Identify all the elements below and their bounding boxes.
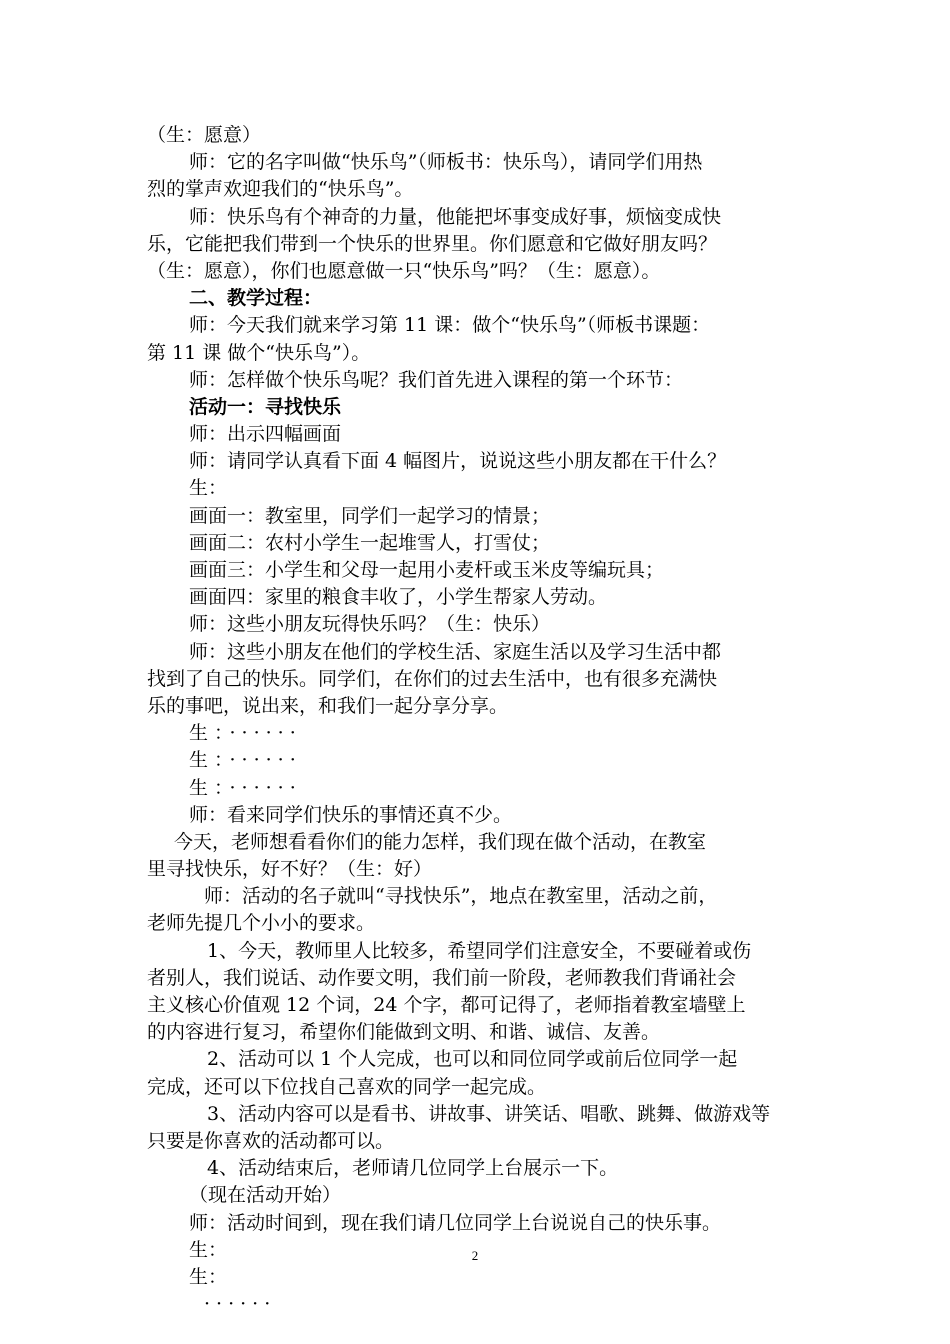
text-line: 生：: [189, 1265, 228, 1288]
text-line: 生：······: [189, 776, 302, 799]
text-line: 师：怎样做个快乐鸟呢？我们首先进入课程的第一个环节：: [189, 368, 684, 391]
text-line: 画面四：家里的粮食丰收了，小学生帮家人劳动。: [189, 586, 608, 609]
text-line: （生：愿意）: [147, 124, 262, 146]
text-line: 第 11 课 做个“快乐鸟”）。: [147, 341, 371, 364]
text-line: 生：: [189, 1238, 228, 1261]
text-line: ······: [204, 1293, 277, 1316]
text-line: 乐，它能把我们带到一个快乐的世界里。你们愿意和它做好朋友吗？: [147, 232, 718, 255]
text-line: 今天，老师想看看你们的能力怎样，我们现在做个活动，在教室: [174, 830, 707, 853]
text-line: 3、活动内容可以是看书、讲故事、讲笑话、唱歌、跳舞、做游戏等: [207, 1102, 771, 1125]
text-line: 师：这些小朋友玩得快乐吗？（生：快乐）: [189, 613, 551, 636]
text-line: 老师先提几个小小的要求。: [147, 912, 376, 935]
text-line: 画面三：小学生和父母一起用小麦杆或玉米皮等编玩具；: [189, 559, 665, 581]
text-line: 师：请同学认真看下面 4 幅图片，说说这些小朋友都在干什么？: [189, 450, 727, 473]
text-line: 2、活动可以 1 个人完成，也可以和同位同学或前后位同学一起: [207, 1048, 738, 1071]
text-line: 师：这些小朋友在他们的学校生活、家庭生活以及学习生活中都: [189, 640, 722, 663]
text-line: 师：快乐鸟有个神奇的力量，他能把坏事变成好事，烦恼变成快: [189, 205, 722, 228]
text-line: 师：活动时间到，现在我们请几位同学上台说说自己的快乐事。: [189, 1211, 722, 1234]
text-line: 画面一：教室里，同学们一起学习的情景；: [189, 504, 551, 527]
text-line: 者别人，我们说话、动作要文明，我们前一阶段，老师教我们背诵社会: [147, 966, 737, 989]
text-line: 1、今天，教师里人比较多，希望同学们注意安全，不要碰着或伤: [207, 939, 752, 962]
section-heading: 二、教学过程：: [189, 287, 323, 310]
text-line: 师：它的名字叫做“快乐鸟”（师板书：快乐鸟），请同学们用热: [189, 151, 703, 174]
page-number: 2: [471, 1248, 479, 1263]
text-line: 师：活动的名子就叫“寻找快乐”，地点在教室里，活动之前，: [204, 885, 718, 908]
text-line: （现在活动开始）: [189, 1184, 342, 1207]
text-line: 师：出示四幅画面: [189, 423, 342, 446]
text-line: 师：今天我们就来学习第 11 课：做个“快乐鸟”（师板书课题：: [189, 314, 711, 337]
text-line: （生：愿意），你们也愿意做一只“快乐鸟”吗？（生：愿意）。: [147, 259, 661, 282]
text-line: 画面二：农村小学生一起堆雪人，打雪仗；: [189, 531, 551, 554]
activity-heading: 活动一：寻找快乐: [189, 395, 342, 418]
text-line: 乐的事吧，说出来，和我们一起分享分享。: [147, 694, 509, 717]
text-line: 师：看来同学们快乐的事情还真不少。: [189, 803, 513, 826]
text-line: 找到了自己的快乐。同学们，在你们的过去生活中，也有很多充满快: [147, 667, 718, 690]
text-line: 生：: [189, 477, 228, 500]
text-line: 的内容进行复习，希望你们能做到文明、和谐、诚信、友善。: [147, 1021, 661, 1044]
text-line: 完成，还可以下位找自己喜欢的同学一起完成。: [147, 1075, 547, 1098]
text-line: 只要是你喜欢的活动都可以。: [147, 1129, 395, 1152]
text-line: 烈的掌声欢迎我们的“快乐鸟”。: [147, 178, 414, 201]
text-line: 主义核心价值观 12 个词，24 个字，都可记得了，老师指着教室墙壁上: [147, 994, 746, 1016]
text-line: 里寻找快乐，好不好？（生：好）: [147, 858, 433, 881]
text-line: 4、活动结束后，老师请几位同学上台展示一下。: [207, 1157, 619, 1180]
document-body: [147, 122, 812, 1318]
text-line: 生：······: [189, 722, 302, 745]
text-line: 生：······: [189, 749, 302, 772]
